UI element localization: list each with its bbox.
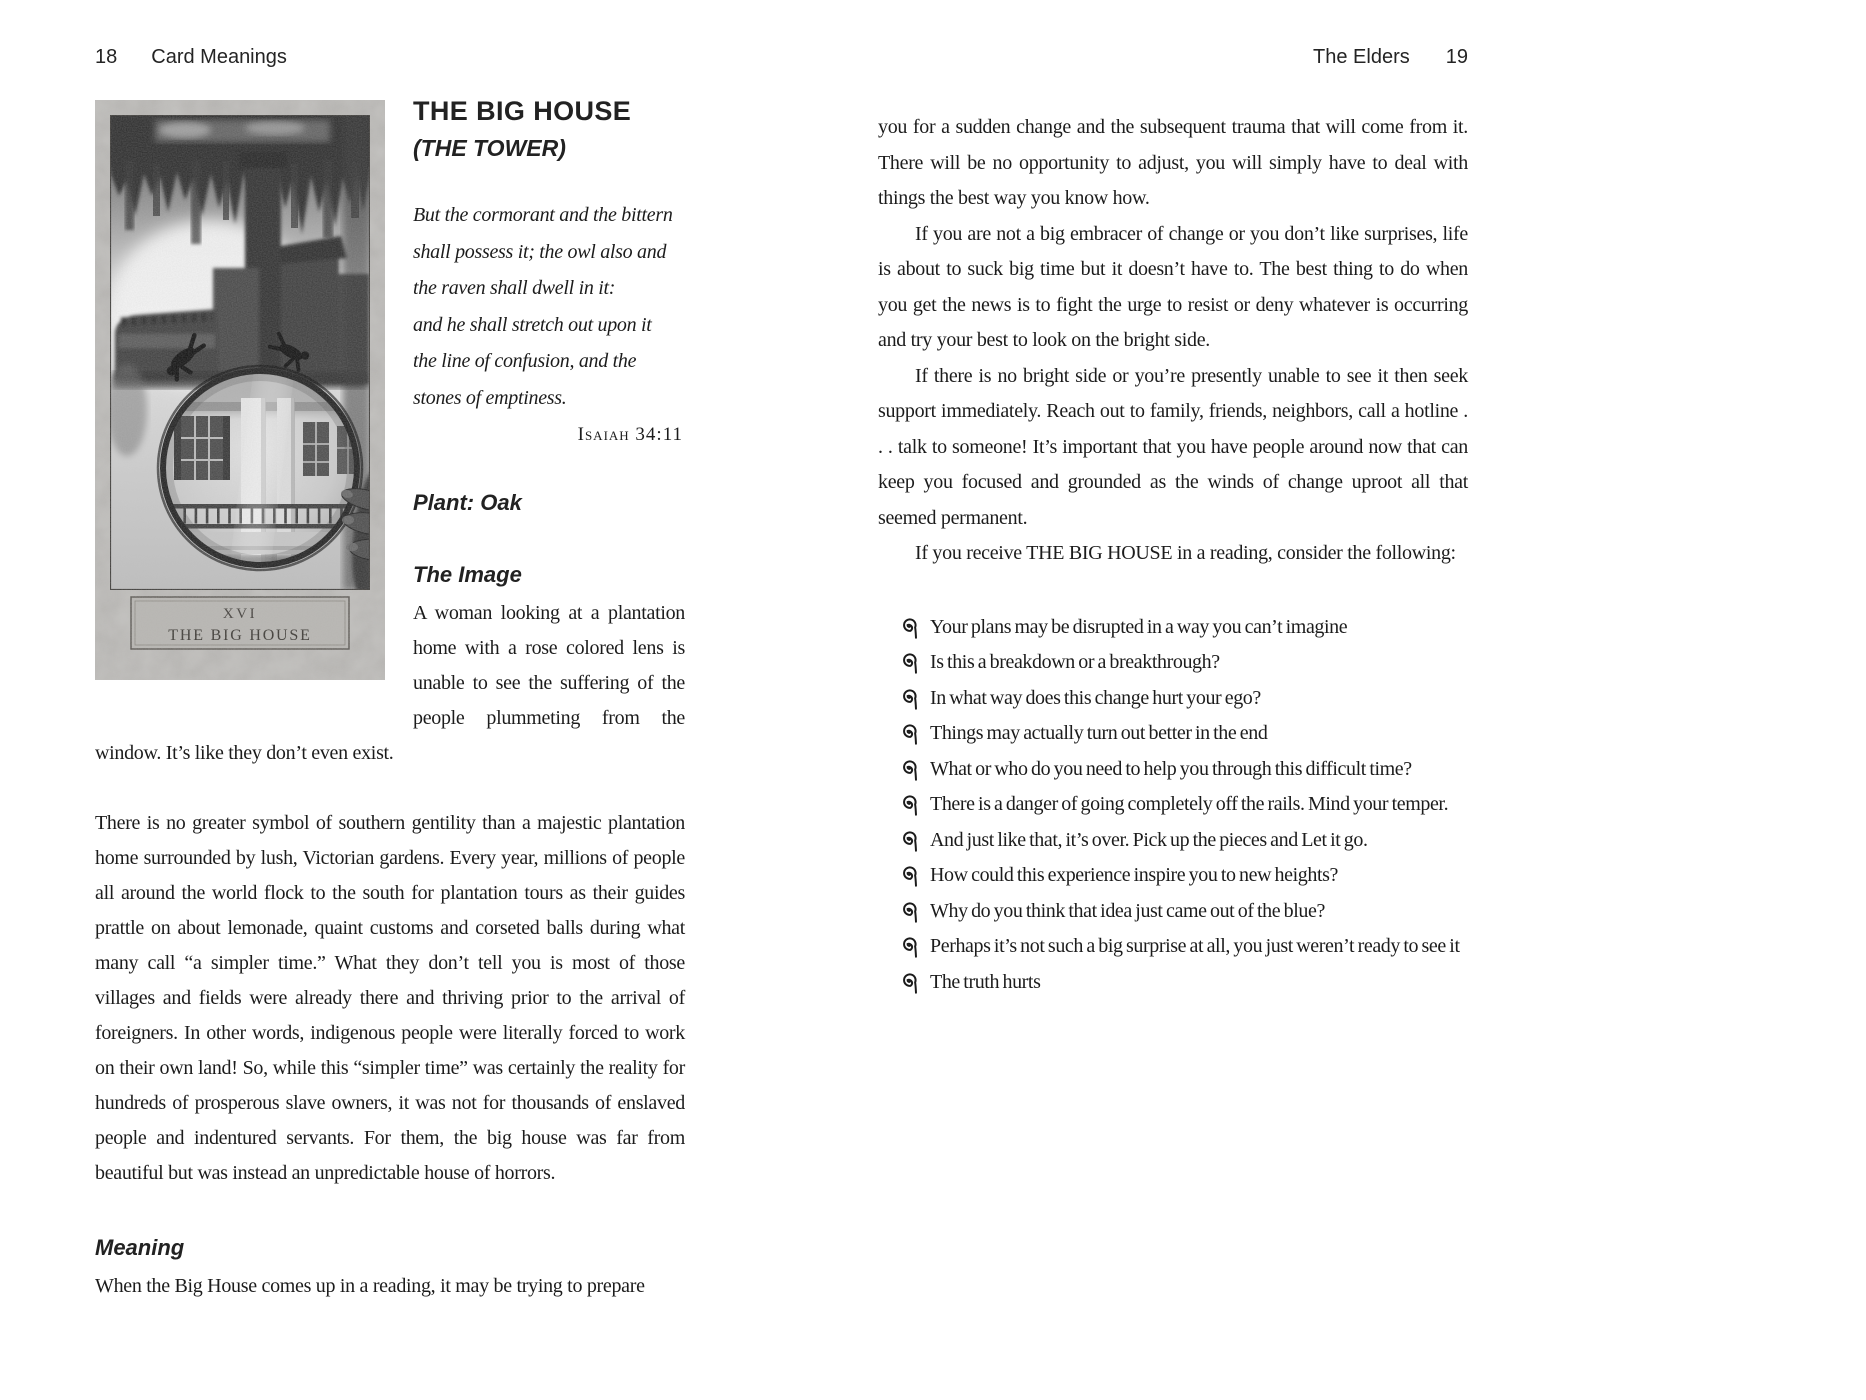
left-running-header [95,46,685,69]
spiral-bullet-icon [902,830,919,852]
verse-line: and he shall stretch out upon it [413,313,652,336]
list-item-text: What or who do you need to help you through this difficult time? [930,757,1412,780]
list-item [930,894,1468,930]
verse-line: the line of confusion, and the [413,350,637,372]
list-item [930,823,1468,859]
spiral-bullet-icon [902,865,919,887]
list-item-text: And just like that, it’s over. Pick up the pieces and Let it go. [930,828,1368,851]
image-heading: The Image [413,562,522,587]
spiral-bullet-icon [902,652,919,674]
verse-line: the raven shall dwell in it: [413,277,616,299]
meaning-heading: Meaning [95,1235,185,1260]
plant-heading: Plant: Oak [413,490,522,515]
right-page-number: 19 [1445,46,1468,68]
list-item-text: The truth hurts [930,970,1041,993]
left-page-number: 18 [95,46,118,68]
spiral-bullet-icon [902,972,919,994]
continuation-paragraph: you for a sudden change and the subsequent trauma that will come from it. There will be no opportunity to adjust, you will simply have to deal with things the best way you know how. [878,116,1468,209]
verse-line: But the cormorant and the bittern [413,204,673,226]
spiral-bullet-icon [902,688,919,710]
paragraph-embracer-of-change: If you are not a big embracer of change or you don’t like surprises, life is about to suck big time but it doesn’t have to. The best thing to do when you get the news is to fight the urge to resist or deny whatever is occurring and try your best to look on the bright side. [878,222,1468,351]
list-item [930,929,1468,965]
verse-attribution: Isaiah 34:11 [577,424,683,445]
list-item-text: There is a danger of going completely off the rails. Mind your temper. [930,793,1449,815]
card-entry-title: THE BIG HOUSE [413,96,632,126]
spiral-bullet-icon [902,723,919,745]
spiral-bullet-icon [902,901,919,923]
spiral-bullet-icon [902,617,919,639]
spiral-bullet-icon [902,794,919,816]
list-item [930,716,1468,752]
reading-considerations-list [878,610,1468,1001]
card-numeral: XVI [222,606,258,622]
big-house-card-art [95,100,385,680]
left-page [95,96,685,1304]
list-item-text: Is this a breakdown or a breakthrough? [930,651,1220,673]
list-item [930,681,1468,717]
meaning-paragraph: When the Big House comes up in a reading, it may be trying to prepare [95,1275,645,1297]
verse-line: shall possess it; the owl also and [413,240,667,263]
list-item-text: Why do you think that idea just came out of the blue? [930,899,1325,922]
list-item [930,787,1468,823]
list-item [930,610,1468,646]
spiral-bullet-icon [902,936,919,958]
card-caption-label: THE BIG HOUSE [168,627,312,644]
list-item [930,645,1468,681]
list-item [930,858,1468,894]
verse-line: stones of emptiness. [413,386,567,409]
right-running-title: The Elders [1313,46,1410,68]
right-page [878,110,1468,1000]
paragraph-if-you-receive: If you receive THE BIG HOUSE in a reading, consider the following: [915,542,1456,564]
card-entry-subtitle: (THE TOWER) [413,135,566,161]
big-house-body-paragraph: There is no greater symbol of southern gentility than a majestic plantation home surrounded by lush, Victorian gardens. Every year, millions of people all around the world flock to the south for plantation tours as their guides prattle on about lemonade, quaint customs and corseted balls during what many call “a simpler time.” What they don’t tell you is most of those villages and fields were already there and thriving prior to the arrival of foreigners. In other words, indigenous people were literally forced to work on their own land! So, while this “simpler time” was certainly the reality for hundreds of prosperous slave owners, it was not for thousands of enslaved people and indentured servants. For them, the big house was far from beautiful but was instead an unpredictable house of horrors. [95,812,685,1184]
list-item-text: In what way does this change hurt your ego? [930,686,1261,709]
list-item-text: How could this experience inspire you to new heights? [930,864,1338,886]
list-item-text: Perhaps it’s not such a big surprise at all, you just weren’t ready to see it [930,935,1460,957]
tarot-card-image [95,100,385,680]
paragraph-no-bright-side: If there is no bright side or you’re presently unable to see it then seek support immediately. Reach out to family, friends, neighbors, call a hotline . . . talk to someone! It’s important that you have people around now that can keep you focused and grounded as the winds of change uproot all that seemed permanent. [878,364,1468,529]
list-item [930,752,1468,788]
right-running-header [878,46,1468,69]
list-item-text: Your plans may be disrupted in a way you can’t imagine [930,615,1348,638]
left-running-title: Card Meanings [151,46,287,68]
list-item-text: Things may actually turn out better in the end [930,722,1268,744]
image-description-paragraph: A woman looking at a plantation home with a rose colored lens is unable to see the suffering of the people plummeting from the window. It’s like they don’t even exist. [95,602,685,764]
spiral-bullet-icon [902,759,919,781]
list-item [930,965,1468,1001]
